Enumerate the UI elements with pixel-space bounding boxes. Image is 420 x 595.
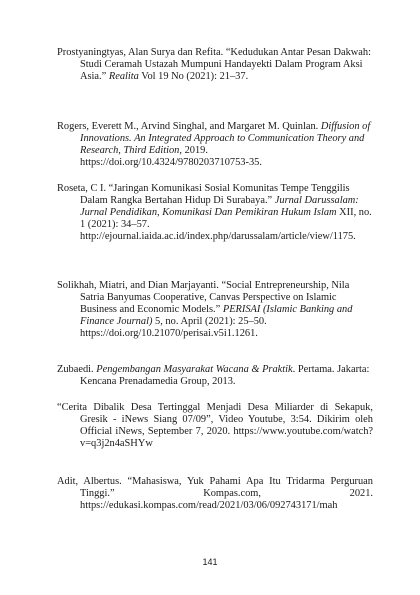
entry-text: Prostyaningtyas, Alan Surya dan Refita. “Kedudukan Antar Pesan Dakwah: Studi Ceramah Ustazah Mumpuni Handayekti Dalam Program Aksi Asia.”: [57, 47, 371, 83]
page-number: 141: [202, 557, 218, 567]
entry-text-tail: 5, no. April (2021): 25–50. https://doi.org/10.21070/perisai.v5i1.1261.: [80, 316, 267, 340]
entry-text: Rogers, Everett M., Arvind Singhal, and Margaret M. Quinlan.: [57, 121, 321, 132]
entry-title-italic: Diffusion of Innovations. An Integrated Approach to Communication Theory and Research, Third Edition: [80, 121, 371, 157]
entry-text-tail: XII, no. 1 (2021): 34–57. http://ejournal.iaida.ac.id/index.php/darussalam/article/view/1175.: [80, 207, 372, 243]
entry-text-tail: , 2019. https://doi.org/10.4324/9780203710753-35.: [80, 145, 262, 169]
entry-text: Adit, Albertus. “Mahasiswa, Yuk Pahami Apa Itu Tridarma Perguruan Tinggi.” Kompas.com, 2021. https://edukasi.kompas.com/read/2021/03/06/092743171/mah: [57, 476, 373, 512]
entry-title-italic: PERISAI (Islamic Banking and Finance Journal): [80, 304, 353, 328]
bibliography-entry-zubaedi: [57, 364, 373, 388]
entry-title-italic: Pengembangan Masyarakat Wacana & Praktik: [96, 364, 293, 375]
bibliography-entry-roseta: [57, 183, 373, 243]
entry-text-tail: Vol 19 No (2021): 21–37.: [138, 71, 249, 83]
bibliography-entry-solikhah: [57, 280, 373, 340]
entry-text: Solikhah, Miatri, and Dian Marjayanti. “Social Entrepreneurship, Nila Satria Banyumas Cooperative, Canvas Perspective on Islamic Business and Economic Models.”: [57, 280, 350, 316]
entry-text: “Cerita Dibalik Desa Tertinggal Menjadi Desa Miliarder di Sekapuk, Gresik - iNews Siang 07/09”, Video Youtube, 3:54. Dikirim oleh Official iNews, September 7, 2020. https://www.youtube.com/watch?v=q3j2n4aSHYw: [57, 402, 373, 450]
entry-text: Zubaedi.: [57, 364, 97, 375]
bibliography-entry-prostyaningtyas: [57, 47, 373, 83]
bibliography-entry-adit: [57, 476, 373, 512]
entry-text-tail: . Pertama. Jakarta: Kencana Prenadamedia Group, 2013.: [80, 364, 370, 388]
entry-text: Roseta, C I. “Jaringan Komunikasi Sosial Komunitas Tempe Tenggilis Dalam Rangka Bertahan Hidup Di Surabaya.”: [57, 183, 350, 207]
entry-title-italic: Jurnal Darussalam: Jurnal Pendidikan, Komunikasi Dan Pemikiran Hukum Islam: [80, 195, 359, 219]
bibliography-entry-rogers: [57, 121, 373, 169]
bibliography-entry-inews-video: [57, 402, 373, 450]
entry-title-italic: Realita: [108, 71, 139, 83]
